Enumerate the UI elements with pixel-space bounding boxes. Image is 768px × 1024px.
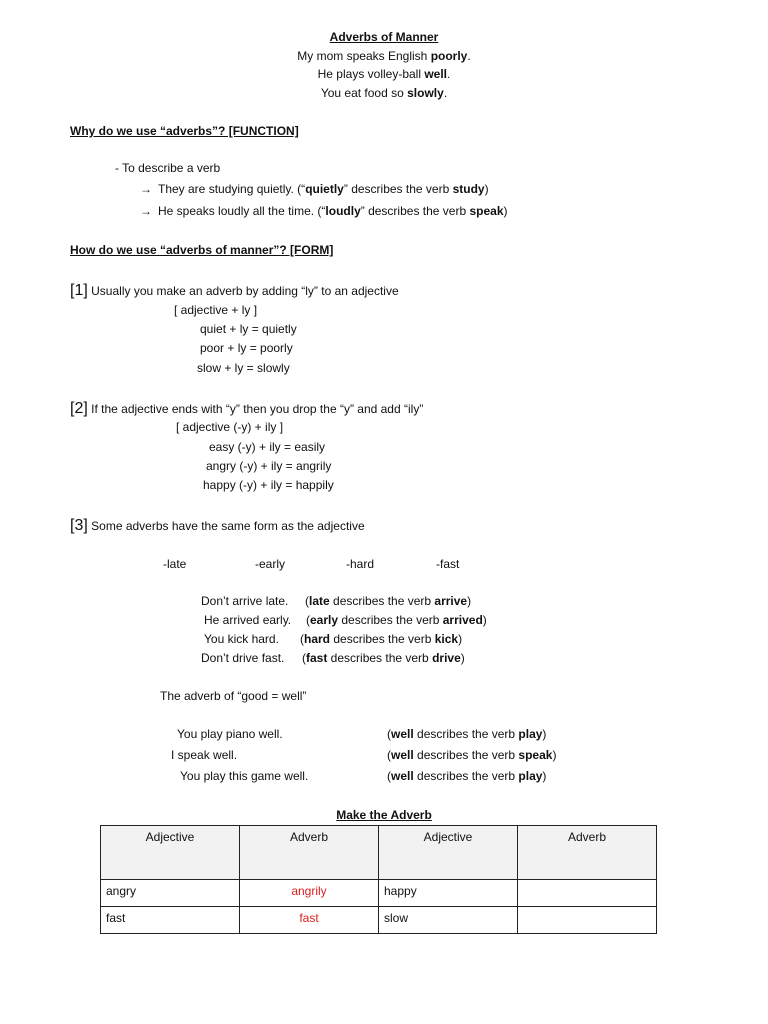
same-form-sentence: Don’t arrive late. (201, 594, 289, 608)
intro-line-3: You eat food so slowly. (320, 86, 448, 100)
table-row (101, 880, 657, 907)
function-bullet: - To describe a verb (115, 161, 221, 175)
rule-2-pattern: [ adjective (-y) + ily ] (176, 420, 284, 434)
form-heading: How do we use “adverbs of manner”? [FORM] (70, 243, 334, 257)
rule-2: [2] If the adjective ends with “y” then you drop the “y” and add “ily” (70, 400, 424, 417)
function-heading: Why do we use “adverbs”? [FUNCTION] (70, 124, 299, 138)
table-title: Make the Adverb (336, 808, 432, 822)
same-form-word: -late (163, 557, 187, 571)
same-form-sentence: You kick hard. (204, 632, 279, 646)
table-cell-adjective: fast (101, 907, 240, 934)
good-well-sentence: I speak well. (171, 748, 238, 762)
table-header-row (101, 826, 657, 880)
column-header-adverb: Adverb (518, 826, 657, 880)
rule-1: [1] Usually you make an adverb by adding “ly” to an adjective (70, 282, 399, 299)
same-form-explanation: (hard describes the verb kick) (300, 632, 463, 646)
make-adverb-table (100, 825, 657, 934)
column-header-adjective: Adjective (379, 826, 518, 880)
rule-3: [3] Some adverbs have the same form as the adjective (70, 517, 365, 534)
table-cell-adjective: happy (379, 880, 518, 907)
table-cell-adjective: slow (379, 907, 518, 934)
same-form-word: -hard (346, 557, 375, 571)
table-cell-adverb-blank[interactable] (518, 907, 657, 934)
arrow-right-icon: → (140, 204, 152, 218)
intro-line-2: He plays volley-ball well. (317, 67, 451, 81)
table-cell-adverb-blank[interactable] (518, 880, 657, 907)
table-cell-adjective: angry (101, 880, 240, 907)
rule-1-pattern: [ adjective + ly ] (174, 303, 258, 317)
same-form-word: -early (255, 557, 286, 571)
column-header-adjective: Adjective (101, 826, 240, 880)
good-well-sentence: You play this game well. (180, 769, 309, 783)
same-form-explanation: (late describes the verb arrive) (305, 594, 472, 608)
good-well-label: The adverb of “good = well” (160, 689, 307, 703)
table-cell-adverb-answer: angrily (240, 880, 379, 907)
table-cell-adverb-answer: fast (240, 907, 379, 934)
rule-2-row: happy (-y) + ily = happily (203, 478, 334, 492)
table-row (101, 907, 657, 934)
function-example-1: → They are studying quietly. (“quietly” describes the verb study) (140, 182, 489, 196)
arrow-right-icon: → (140, 182, 152, 196)
rule-1-row: poor + ly = poorly (200, 341, 293, 355)
good-well-sentence: You play piano well. (177, 727, 283, 741)
rule-1-row: slow + ly = slowly (197, 361, 290, 375)
rule-2-row: easy (-y) + ily = easily (209, 440, 326, 454)
same-form-sentence: He arrived early. (204, 613, 292, 627)
rule-2-row: angry (-y) + ily = angrily (206, 459, 332, 473)
good-well-explanation: (well describes the verb speak) (387, 748, 557, 762)
function-example-2: → He speaks loudly all the time. (“loudly” describes the verb speak) (140, 204, 508, 218)
page-title: Adverbs of Manner (329, 30, 439, 44)
same-form-word: -fast (436, 557, 460, 571)
same-form-explanation: (early describes the verb arrived) (306, 613, 487, 627)
good-well-explanation: (well describes the verb play) (387, 769, 547, 783)
rule-1-row: quiet + ly = quietly (200, 322, 297, 336)
same-form-sentence: Don’t drive fast. (201, 651, 285, 665)
intro-line-1: My mom speaks English poorly. (297, 49, 471, 63)
good-well-explanation: (well describes the verb play) (387, 727, 547, 741)
same-form-explanation: (fast describes the verb drive) (302, 651, 465, 665)
column-header-adverb: Adverb (240, 826, 379, 880)
